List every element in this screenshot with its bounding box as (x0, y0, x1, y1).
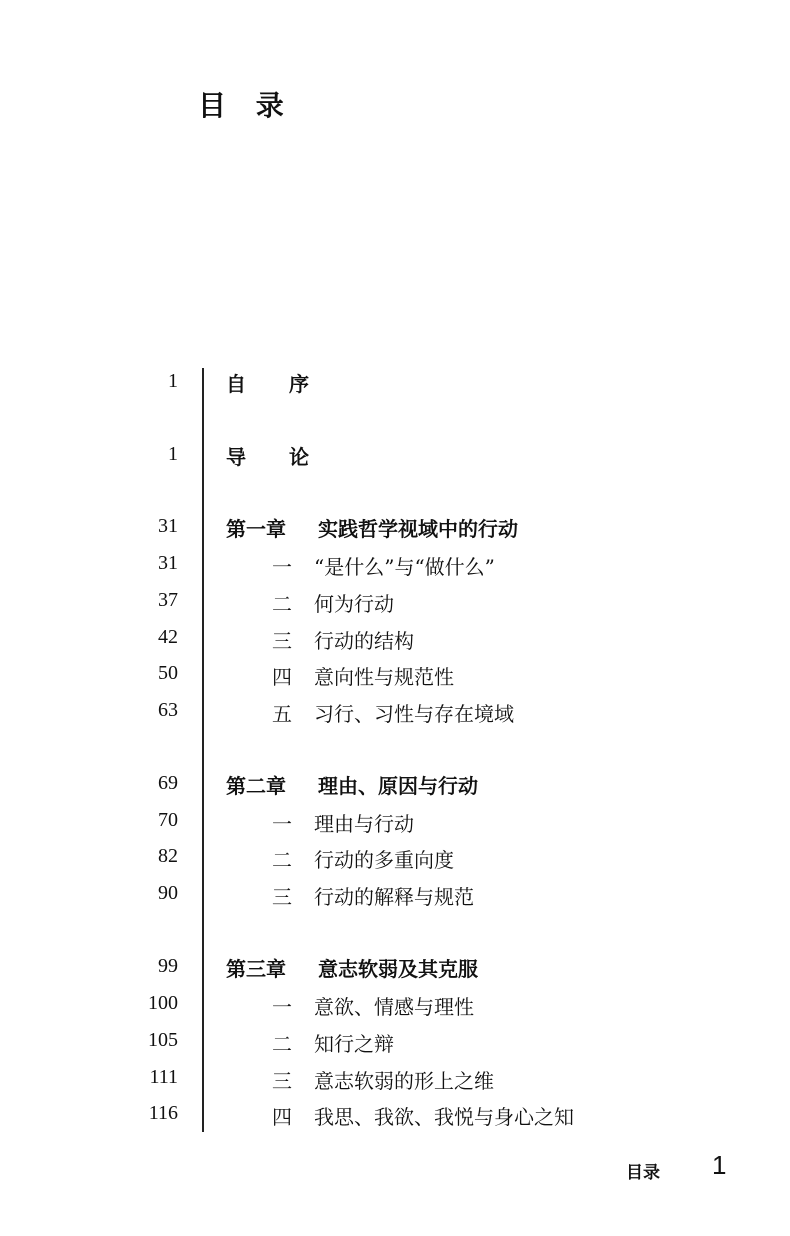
toc-page-number: 111 (149, 1066, 178, 1088)
chapter-number: 第一章 (226, 517, 286, 541)
toc-section[interactable] (0, 548, 790, 582)
chapter-title: 实践哲学视域中的行动 (318, 517, 518, 541)
section-number: 一 (272, 555, 292, 579)
section-number: 二 (272, 1032, 292, 1056)
footer-page-number: 1 (712, 1150, 727, 1180)
section-number: 三 (272, 1069, 292, 1093)
section-number: 二 (272, 848, 292, 872)
toc-entry-introduction[interactable] (0, 439, 790, 473)
toc-section[interactable] (0, 805, 790, 839)
section-number: 一 (272, 995, 292, 1019)
chapter-heading (226, 953, 478, 982)
section-number: 四 (272, 1105, 292, 1129)
section-title: 我思、我欲、我悦与身心之知 (314, 1105, 574, 1129)
toc-section[interactable] (0, 695, 790, 729)
section-number: 四 (272, 665, 292, 689)
chapter-title: 理由、原因与行动 (318, 774, 478, 798)
toc-chapter-1[interactable] (0, 511, 790, 545)
section-title: 知行之辩 (314, 1032, 394, 1056)
toc-page-number: 31 (158, 552, 178, 574)
toc-page-number: 42 (158, 626, 178, 648)
toc-page-number: 82 (158, 845, 178, 867)
toc-section[interactable] (0, 658, 790, 692)
chapter-heading (226, 770, 478, 799)
section-title: 行动的解释与规范 (314, 885, 474, 909)
toc-chapter-2[interactable] (0, 768, 790, 802)
toc-page-number: 1 (168, 370, 178, 392)
toc-page-number: 99 (158, 955, 178, 977)
section-number: 五 (272, 702, 292, 726)
section-title: 意欲、情感与理性 (314, 995, 474, 1019)
toc-page-number: 31 (158, 515, 178, 537)
section-title: 何为行动 (314, 592, 394, 616)
section-number: 二 (272, 592, 292, 616)
toc-page-number: 70 (158, 809, 178, 831)
section-title: 行动的多重向度 (314, 848, 454, 872)
section-number: 三 (272, 629, 292, 653)
toc-entry-title: 导 论 (226, 445, 327, 469)
toc-section[interactable] (0, 841, 790, 875)
toc-section[interactable] (0, 585, 790, 619)
section-title: 理由与行动 (314, 812, 414, 836)
toc-entry-title: 自 序 (226, 372, 327, 396)
toc-entry-preface[interactable] (0, 366, 790, 400)
toc-section[interactable] (0, 1062, 790, 1096)
toc-page-number: 116 (148, 1102, 178, 1124)
toc-section[interactable] (0, 878, 790, 912)
toc-chapter-3[interactable] (0, 951, 790, 985)
section-title: 习行、习性与存在境域 (314, 702, 514, 726)
chapter-heading (226, 513, 518, 542)
chapter-number: 第二章 (226, 774, 286, 798)
section-title: 意志软弱的形上之维 (314, 1069, 494, 1093)
chapter-title: 意志软弱及其克服 (318, 957, 478, 981)
toc-section[interactable] (0, 988, 790, 1022)
section-number: 三 (272, 885, 292, 909)
toc-section[interactable] (0, 1025, 790, 1059)
chapter-number: 第三章 (226, 957, 286, 981)
section-title: 行动的结构 (314, 629, 414, 653)
page-title: 目 录 (198, 89, 294, 122)
section-title: 意向性与规范性 (314, 665, 454, 689)
toc-page-number: 90 (158, 882, 178, 904)
toc-page-number: 100 (148, 992, 178, 1014)
section-title: “是什么”与“做什么” (314, 555, 495, 579)
toc-page-number: 63 (158, 699, 178, 721)
toc-page-number: 69 (158, 772, 178, 794)
toc-page-number: 105 (148, 1029, 178, 1051)
toc-page-number: 50 (158, 662, 178, 684)
toc-section[interactable] (0, 622, 790, 656)
toc-page-number: 37 (158, 589, 178, 611)
toc-page-number: 1 (168, 443, 178, 465)
toc-section[interactable] (0, 1098, 790, 1132)
running-footer-label: 目录 (626, 1163, 660, 1183)
section-number: 一 (272, 812, 292, 836)
